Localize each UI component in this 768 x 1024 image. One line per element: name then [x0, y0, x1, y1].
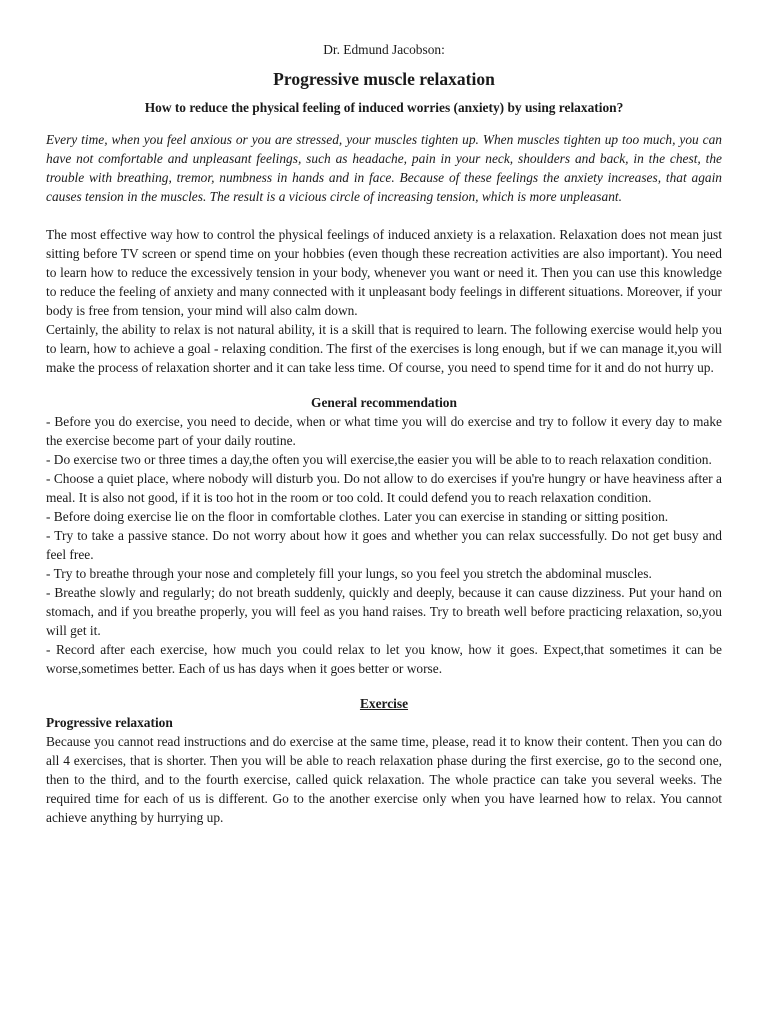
recommendation-item-2: - Do exercise two or three times a day,the often you will exercise,the easier you will be able to to reach relaxation condition.	[46, 452, 712, 467]
recommendation-item-1: - Before you do exercise, you need to decide, when or what time you will do exercise and try to follow it every day to make the exercise become part of your daily routine.	[46, 414, 722, 448]
spacer	[46, 377, 722, 393]
recommendation-item-8: - Record after each exercise, how much you could relax to let you know, how it goes. Expect,that sometimes it can be worse,sometimes better. Each of us has days when it goes better or worse.	[46, 642, 722, 676]
body-paragraph-1: The most effective way how to control the physical feelings of induced anxiety is a relaxation. Relaxation does not mean just sitting before TV screen or spend time on your hobbies (even though these recreation activities are also important). You need to learn how to reduce the excessively tension in your body, whenever you want or need it. Then you can use this knowledge to reduce the feeling of anxiety and many connected with it unpleasant body feelings in different situations. Moreover, if your body is free from tension, your mind will also calm down.	[46, 227, 722, 318]
progressive-relaxation-heading: Progressive relaxation	[46, 715, 173, 730]
subtitle: How to reduce the physical feeling of induced worries (anxiety) by using relaxation?	[144, 100, 624, 115]
spacer	[46, 678, 722, 694]
recommendation-item-3: - Choose a quiet place, where nobody will disturb you. Do not allow to do exercises if you're hungry or have heaviness after a meal. It is also not good, if it is too hot in the room or too cold. It could defend you to reach relaxation condition.	[46, 471, 722, 505]
spacer	[46, 206, 722, 225]
general-recommendation-heading: General recommendation	[311, 395, 457, 410]
page-title: Progressive muscle relaxation	[273, 69, 495, 89]
intro-paragraph: Every time, when you feel anxious or you are stressed, your muscles tighten up. When muscles tighten up too much, you can have not comfortable and unpleasant feelings, such as headache, pain in your neck, shoulders and back, in the chest, the trouble with breathing, tremor, numbness in hands and in face. Because of these feelings the anxiety increases, that again causes tension in the muscles. The result is a vicious circle of increasing tension, which is more unpleasant.	[46, 132, 722, 204]
exercise-paragraph: Because you cannot read instructions and do exercise at the same time, please, read it to know their content. Then you can do all 4 exercises, that is shorter. Then you will be able to reach relaxation phase during the first exercise, go to the second one, then to the third, and to the fourth exercise, called quick relaxation. The whole practice can take you several weeks. The required time for each of us is different. Go to the another exercise only when you have learned how to relax. You cannot achieve anything by hurrying up.	[46, 734, 722, 825]
recommendation-item-5: - Try to take a passive stance. Do not worry about how it goes and whether you can relax successfully. Do not get busy and feel free.	[46, 528, 722, 562]
recommendation-item-7: - Breathe slowly and regularly; do not breath suddenly, quickly and deeply, because it can cause dizziness. Put your hand on stomach, and if you breathe properly, you will feel as you hand raises. Try to breath well before practicing relaxation, so,you will get it.	[46, 585, 722, 638]
author-line: Dr. Edmund Jacobson:	[323, 42, 445, 57]
recommendation-item-4: - Before doing exercise lie on the floor in comfortable clothes. Later you can exercise in standing or sitting position.	[46, 509, 669, 524]
body-paragraph-2: Certainly, the ability to relax is not natural ability, it is a skill that is required to learn. The following exercise would help you to learn, how to achieve a goal - relaxing condition. The first of the exercises is long enough, but if we can manage it,you will make the process of relaxation shorter and it can take less time. Of course, you need to spend time for it and do not hurry up.	[46, 322, 722, 375]
recommendation-item-6: - Try to breathe through your nose and completely fill your lungs, so you feel you stretch the abdominal muscles.	[46, 566, 652, 581]
exercise-heading: Exercise	[359, 696, 409, 711]
